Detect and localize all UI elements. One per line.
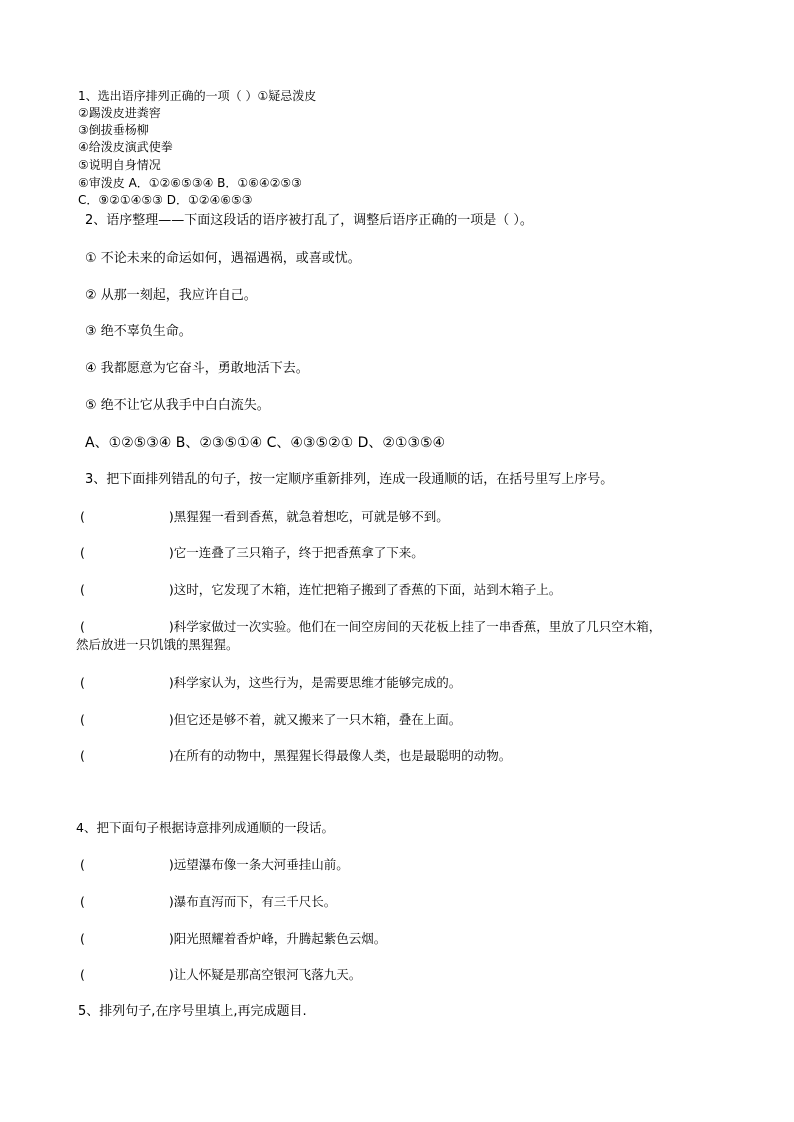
sentence-text: 让人怀疑是那高空银河飞落九天。 <box>173 967 362 982</box>
q3-row <box>80 675 461 691</box>
sentence-text: 科学家做过一次实验。他们在一间空房间的天花板上挂了一串香蕉，里放了几只空木箱， <box>173 619 662 634</box>
q2-stem: 2、语序整理——下面这段话的语序被打乱了，调整后语序正确的一项是（ ）。 <box>85 213 533 228</box>
close-paren: ) <box>168 545 174 560</box>
q1-stem: 1、选出语序排列正确的一项（ ）①疑忌泼皮 <box>78 89 317 103</box>
sentence-text: 黑猩猩一看到香蕉，就急着想吃，可就是够不到。 <box>173 509 449 524</box>
close-paren: ) <box>168 748 174 763</box>
open-paren: ( <box>80 582 85 597</box>
sentence-text: 瀑布直泻而下，有三千尺长。 <box>173 894 337 909</box>
close-paren: ) <box>168 967 174 982</box>
q4-stem: 4、把下面句子根据诗意排列成通顺的一段话。 <box>76 820 334 835</box>
open-paren: ( <box>80 967 85 982</box>
q3-row-continued: 然后放进一只饥饿的黑猩猩。 <box>76 637 239 652</box>
q1-item: ④给泼皮演武使拳 <box>78 140 173 154</box>
q3-row <box>80 509 449 525</box>
open-paren: ( <box>80 748 85 763</box>
q2-item: ④ 我都愿意为它奋斗，勇敢地活下去。 <box>85 361 309 376</box>
sentence-text: 它一连叠了三只箱子，终于把香蕉拿了下来。 <box>173 545 424 560</box>
q4-row <box>80 967 361 983</box>
sentence-text: 远望瀑布像一条大河垂挂山前。 <box>173 857 349 872</box>
open-paren: ( <box>80 712 85 727</box>
close-paren: ) <box>168 619 174 634</box>
q1-item: ②踢泼皮进粪窖 <box>78 106 161 120</box>
q2-item: ② 从那一刻起，我应许自己。 <box>85 288 257 303</box>
close-paren: ) <box>168 509 174 524</box>
sentence-text: 这时，它发现了木箱，连忙把箱子搬到了香蕉的下面，站到木箱子上。 <box>173 582 562 597</box>
open-paren: ( <box>80 545 85 560</box>
close-paren: ) <box>168 582 174 597</box>
q2-item: ⑤ 绝不让它从我手中白白流失。 <box>85 398 270 413</box>
sentence-text: 在所有的动物中，黑猩猩长得最像人类，也是最聪明的动物。 <box>173 748 512 763</box>
open-paren: ( <box>80 509 85 524</box>
q4-row <box>80 894 336 910</box>
q1-item: ⑤说明自身情况 <box>78 158 161 172</box>
open-paren: ( <box>80 931 85 946</box>
sentence-text: 科学家认为，这些行为，是需要思维才能够完成的。 <box>173 675 462 690</box>
q1-item: ③倒拔垂杨柳 <box>78 123 149 137</box>
close-paren: ) <box>168 712 174 727</box>
q3-row <box>80 712 461 728</box>
sentence-text: 但它还是够不着，就又搬来了一只木箱，叠在上面。 <box>173 712 462 727</box>
open-paren: ( <box>80 857 85 872</box>
q3-stem: 3、把下面排列错乱的句子，按一定顺序重新排列，连成一段通顺的话，在括号里写上序号。 <box>85 472 614 487</box>
close-paren: ) <box>168 857 174 872</box>
q4-row <box>80 931 386 947</box>
q3-row <box>80 619 661 635</box>
q1-options: ⑥审泼皮 A．①②⑥⑤③④ B．①⑥④②⑤③ <box>78 176 302 190</box>
q2-item: ① 不论未来的命运如何，遇福遇祸，或喜或忧。 <box>85 251 361 266</box>
q5-stem: 5、排列句子,在序号里填上,再完成题目. <box>78 1004 307 1019</box>
close-paren: ) <box>168 894 174 909</box>
open-paren: ( <box>80 675 85 690</box>
q3-row <box>80 545 424 561</box>
q3-row <box>80 582 561 598</box>
close-paren: ) <box>168 931 174 946</box>
open-paren: ( <box>80 619 85 634</box>
open-paren: ( <box>80 894 85 909</box>
sentence-text: 阳光照耀着香炉峰，升腾起紫色云烟。 <box>173 931 387 946</box>
q1-options: C．⑨②①④⑤③ D．①②④⑥⑤③ <box>78 193 253 207</box>
q2-options: A、①②⑤③④ B、②③⑤①④ C、④③⑤②① D、②①③⑤④ <box>85 435 446 451</box>
q3-row <box>80 748 511 764</box>
q2-item: ③ 绝不辜负生命。 <box>85 324 192 339</box>
q4-row <box>80 857 349 873</box>
close-paren: ) <box>168 675 174 690</box>
